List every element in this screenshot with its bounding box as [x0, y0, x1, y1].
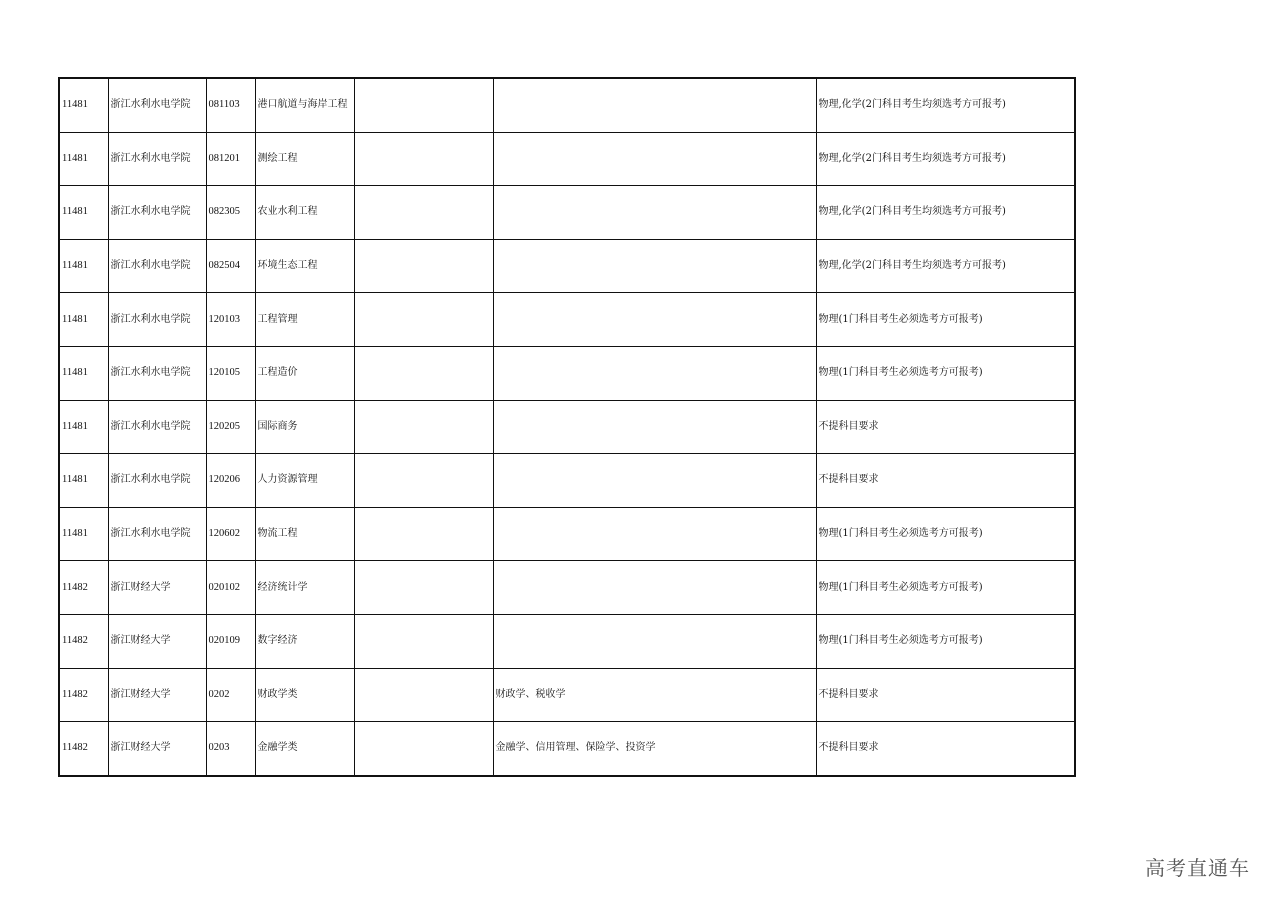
major-name-cell: 港口航道与海岸工程: [255, 78, 354, 132]
subject-requirement-cell: 物理(1门科目考生必须选考方可报考): [816, 293, 1075, 347]
included-majors-cell: [493, 507, 816, 561]
included-majors-cell: [493, 293, 816, 347]
major-code-cell: 082504: [206, 239, 255, 293]
subject-requirement-cell: 物理(1门科目考生必须选考方可报考): [816, 614, 1075, 668]
school-name-cell: 浙江水利水电学院: [108, 132, 206, 186]
included-majors-cell: [493, 186, 816, 240]
watermark-logo: 高考直通车: [1145, 856, 1250, 880]
included-majors-cell: [493, 454, 816, 508]
school-code-cell: 11481: [59, 400, 108, 454]
empty-cell: [354, 454, 493, 508]
empty-cell: [354, 561, 493, 615]
table-body: [59, 78, 1075, 776]
school-name-cell: 浙江水利水电学院: [108, 454, 206, 508]
empty-cell: [354, 507, 493, 561]
major-name-cell: 工程造价: [255, 346, 354, 400]
table-row: [59, 346, 1075, 400]
empty-cell: [354, 186, 493, 240]
empty-cell: [354, 239, 493, 293]
school-name-cell: 浙江财经大学: [108, 668, 206, 722]
school-code-cell: 11482: [59, 722, 108, 776]
major-name-cell: 工程管理: [255, 293, 354, 347]
subject-requirement-cell: 不提科目要求: [816, 454, 1075, 508]
school-code-cell: 11481: [59, 346, 108, 400]
subject-requirement-cell: 物理(1门科目考生必须选考方可报考): [816, 346, 1075, 400]
included-majors-cell: [493, 132, 816, 186]
school-name-cell: 浙江水利水电学院: [108, 78, 206, 132]
school-code-cell: 11481: [59, 454, 108, 508]
subject-requirement-cell: 物理,化学(2门科目考生均须选考方可报考): [816, 78, 1075, 132]
school-code-cell: 11482: [59, 561, 108, 615]
major-name-cell: 环境生态工程: [255, 239, 354, 293]
subject-requirement-cell: 不提科目要求: [816, 668, 1075, 722]
school-name-cell: 浙江财经大学: [108, 561, 206, 615]
table-row: [59, 186, 1075, 240]
subject-requirement-cell: 不提科目要求: [816, 400, 1075, 454]
school-code-cell: 11481: [59, 239, 108, 293]
empty-cell: [354, 293, 493, 347]
major-code-cell: 120103: [206, 293, 255, 347]
major-code-cell: 120105: [206, 346, 255, 400]
subject-requirement-cell: 物理,化学(2门科目考生均须选考方可报考): [816, 239, 1075, 293]
table-row: [59, 614, 1075, 668]
major-code-cell: 0203: [206, 722, 255, 776]
school-name-cell: 浙江水利水电学院: [108, 346, 206, 400]
school-name-cell: 浙江水利水电学院: [108, 507, 206, 561]
included-majors-cell: [493, 78, 816, 132]
major-code-cell: 120206: [206, 454, 255, 508]
school-code-cell: 11482: [59, 614, 108, 668]
major-name-cell: 国际商务: [255, 400, 354, 454]
included-majors-cell: 金融学、信用管理、保险学、投资学: [493, 722, 816, 776]
table-row: [59, 293, 1075, 347]
school-code-cell: 11481: [59, 186, 108, 240]
school-name-cell: 浙江水利水电学院: [108, 400, 206, 454]
table-row: [59, 722, 1075, 776]
school-code-cell: 11481: [59, 293, 108, 347]
school-name-cell: 浙江财经大学: [108, 614, 206, 668]
subject-requirement-cell: 不提科目要求: [816, 722, 1075, 776]
subject-requirements-table: [58, 77, 1076, 777]
major-code-cell: 020109: [206, 614, 255, 668]
school-code-cell: 11481: [59, 132, 108, 186]
table-row: [59, 132, 1075, 186]
included-majors-cell: [493, 346, 816, 400]
major-code-cell: 120205: [206, 400, 255, 454]
included-majors-cell: [493, 561, 816, 615]
major-code-cell: 0202: [206, 668, 255, 722]
major-code-cell: 081103: [206, 78, 255, 132]
major-name-cell: 物流工程: [255, 507, 354, 561]
major-code-cell: 120602: [206, 507, 255, 561]
table-row: [59, 78, 1075, 132]
major-code-cell: 020102: [206, 561, 255, 615]
table-row: [59, 400, 1075, 454]
major-name-cell: 金融学类: [255, 722, 354, 776]
empty-cell: [354, 722, 493, 776]
major-name-cell: 财政学类: [255, 668, 354, 722]
school-name-cell: 浙江水利水电学院: [108, 239, 206, 293]
major-name-cell: 农业水利工程: [255, 186, 354, 240]
table-row: [59, 668, 1075, 722]
included-majors-cell: [493, 239, 816, 293]
empty-cell: [354, 132, 493, 186]
subject-requirement-cell: 物理(1门科目考生必须选考方可报考): [816, 561, 1075, 615]
major-name-cell: 测绘工程: [255, 132, 354, 186]
school-name-cell: 浙江水利水电学院: [108, 186, 206, 240]
table-row: [59, 454, 1075, 508]
major-code-cell: 081201: [206, 132, 255, 186]
subject-requirement-cell: 物理,化学(2门科目考生均须选考方可报考): [816, 132, 1075, 186]
school-name-cell: 浙江水利水电学院: [108, 293, 206, 347]
school-name-cell: 浙江财经大学: [108, 722, 206, 776]
empty-cell: [354, 78, 493, 132]
empty-cell: [354, 400, 493, 454]
empty-cell: [354, 668, 493, 722]
included-majors-cell: [493, 614, 816, 668]
empty-cell: [354, 614, 493, 668]
major-name-cell: 经济统计学: [255, 561, 354, 615]
included-majors-cell: 财政学、税收学: [493, 668, 816, 722]
major-name-cell: 数字经济: [255, 614, 354, 668]
subject-requirement-cell: 物理(1门科目考生必须选考方可报考): [816, 507, 1075, 561]
included-majors-cell: [493, 400, 816, 454]
school-code-cell: 11481: [59, 78, 108, 132]
school-code-cell: 11482: [59, 668, 108, 722]
subject-requirement-cell: 物理,化学(2门科目考生均须选考方可报考): [816, 186, 1075, 240]
table-row: [59, 239, 1075, 293]
school-code-cell: 11481: [59, 507, 108, 561]
major-name-cell: 人力资源管理: [255, 454, 354, 508]
major-code-cell: 082305: [206, 186, 255, 240]
table-row: [59, 561, 1075, 615]
empty-cell: [354, 346, 493, 400]
table-row: [59, 507, 1075, 561]
